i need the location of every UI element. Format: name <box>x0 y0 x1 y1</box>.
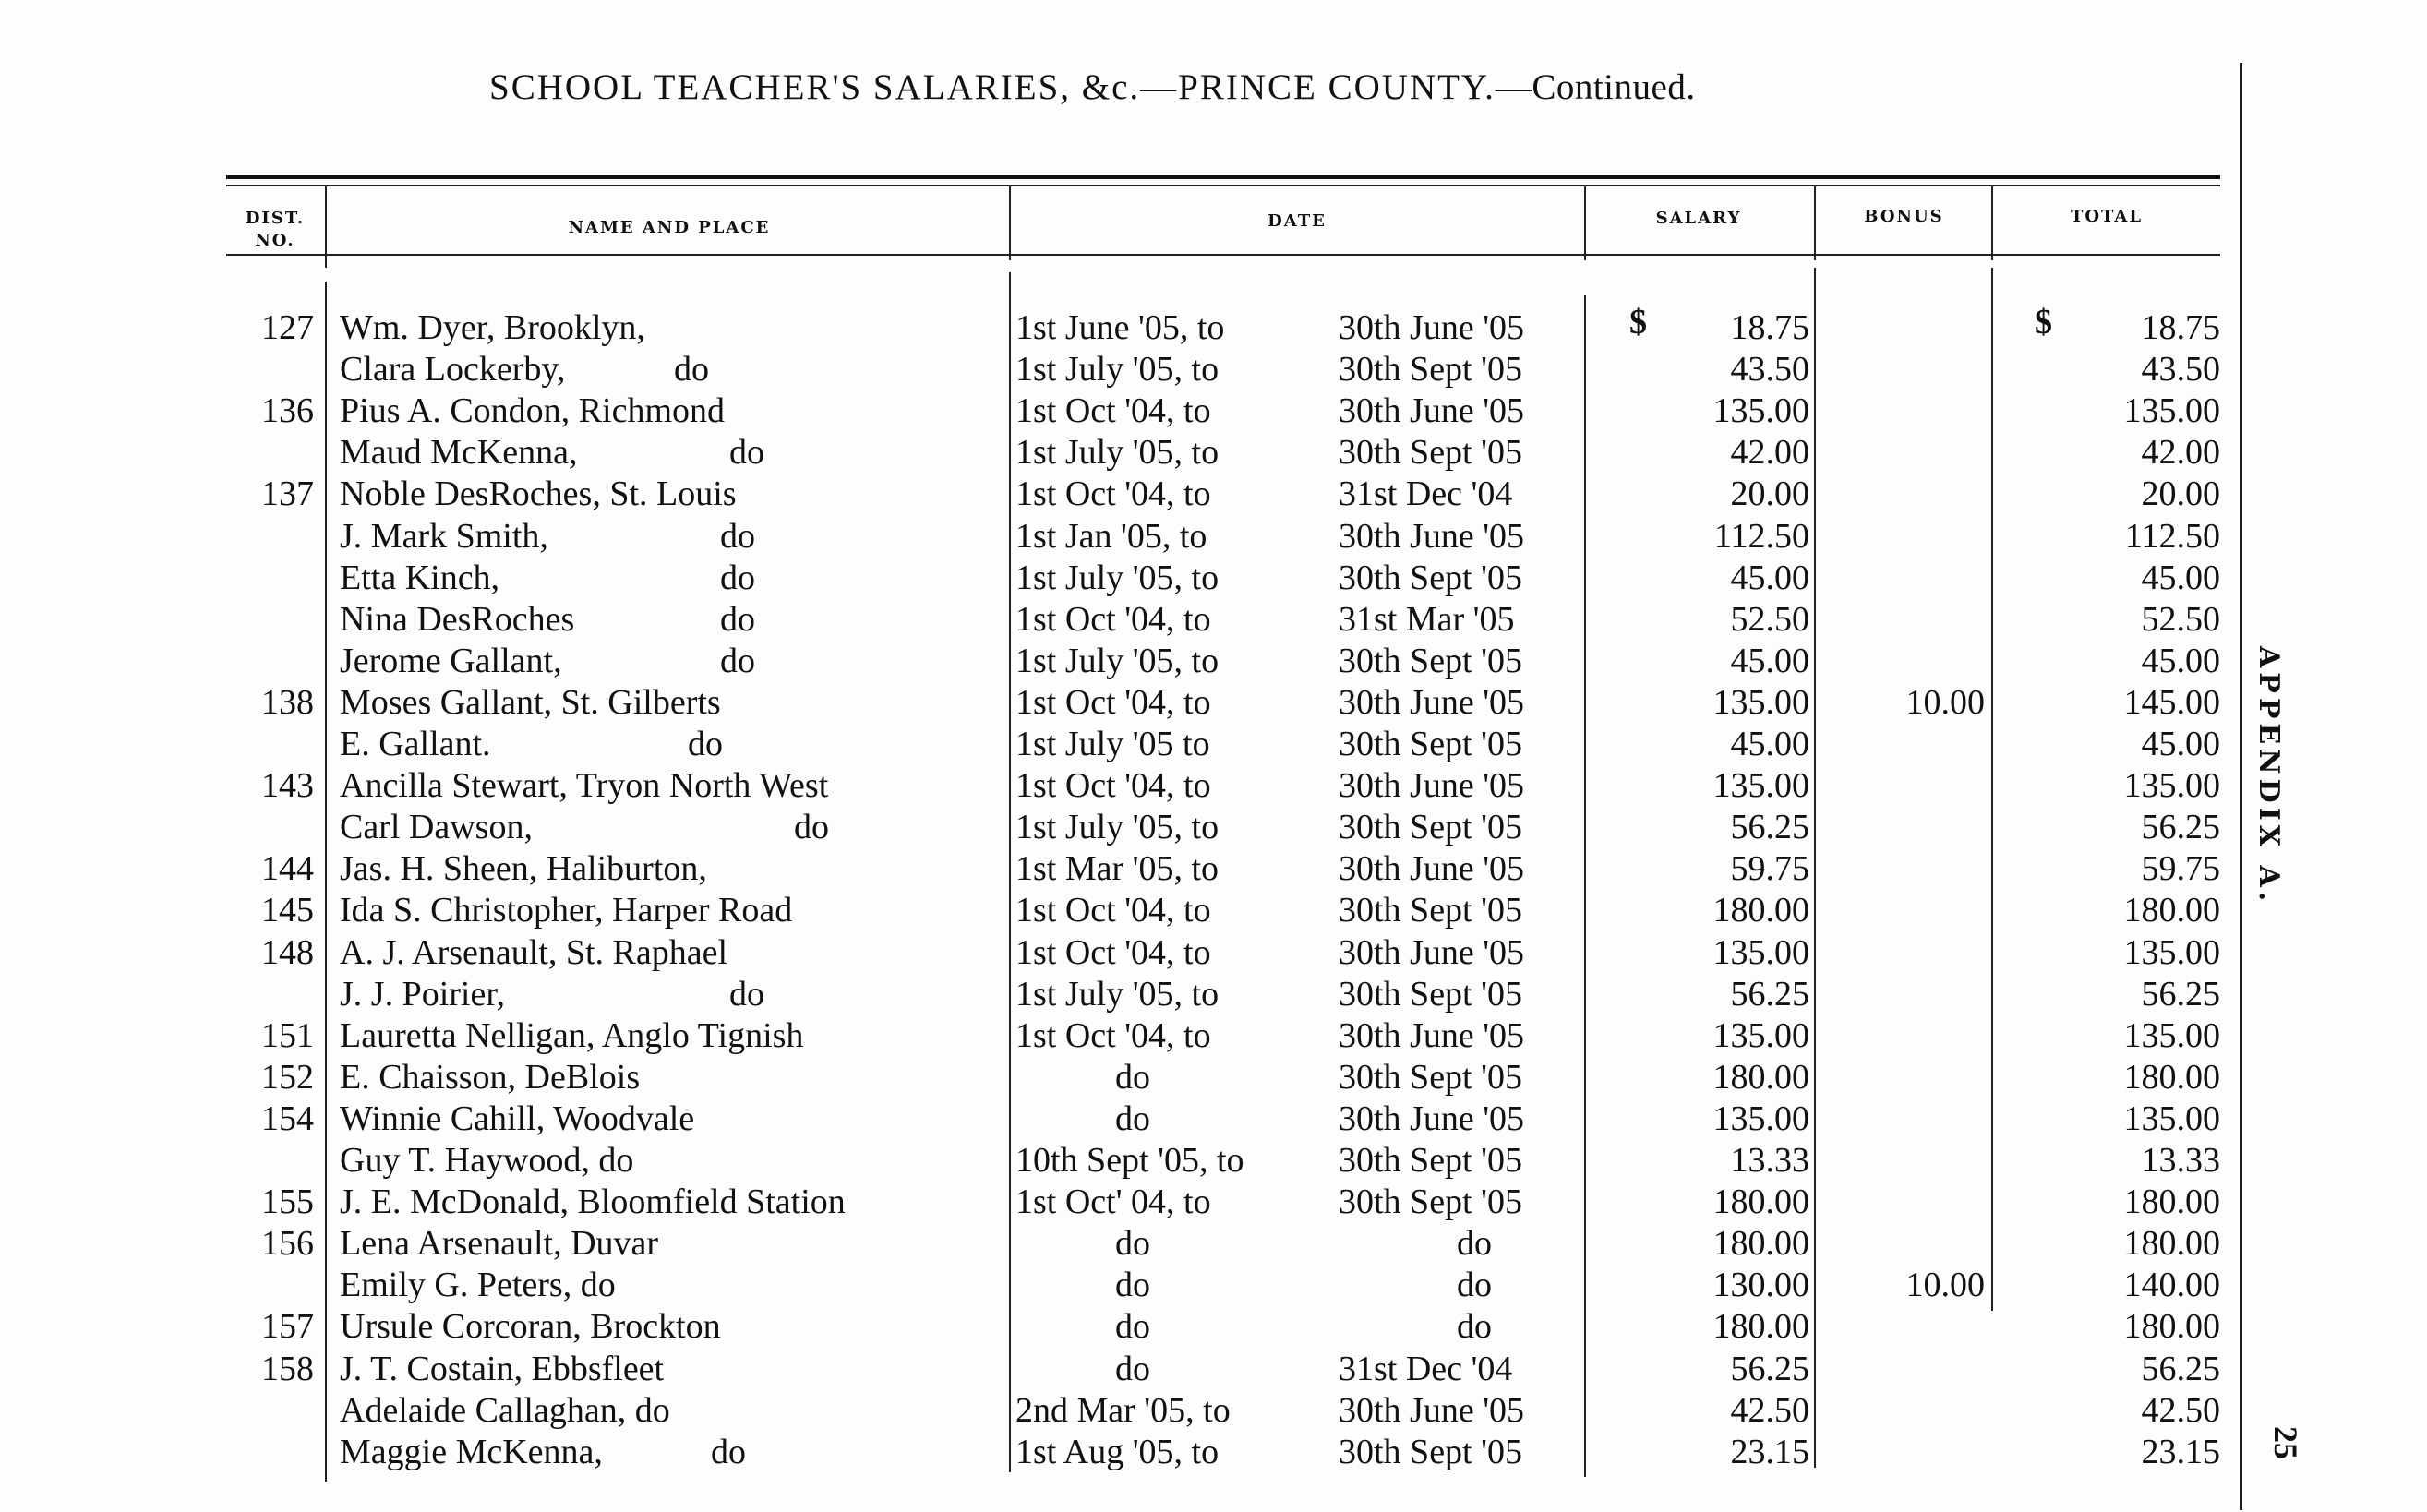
salary-cell: 18.75 <box>1730 308 1809 347</box>
salary-cell: 135.00 <box>1712 1015 1809 1055</box>
total-cell: 112.50 <box>2124 516 2220 556</box>
table-row <box>0 432 2234 474</box>
salary-cell: 135.00 <box>1712 766 1809 806</box>
place-cell: do <box>674 350 709 390</box>
table-row <box>0 599 2234 641</box>
total-cell: 20.00 <box>2141 474 2220 514</box>
date-from-cell: do <box>1115 1098 1150 1138</box>
header-divider-bonus <box>1991 186 1993 260</box>
table-row <box>0 1015 2234 1057</box>
date-to-cell: 30th June '05 <box>1339 308 1525 347</box>
date-from-cell: 1st July '05 to <box>1015 725 1210 763</box>
total-cell: 135.00 <box>2123 1015 2220 1055</box>
name-cell: Clara Lockerby, <box>340 350 566 390</box>
salary-cell: 180.00 <box>1712 1224 1809 1264</box>
date-from-cell: 1st Oct '04, to <box>1015 1015 1211 1055</box>
total-cell: 42.50 <box>2141 1390 2220 1430</box>
total-cell: 145.00 <box>2123 682 2220 722</box>
date-from-cell: 10th Sept '05, to <box>1015 1141 1244 1180</box>
date-to-cell: 31st Dec '04 <box>1339 1349 1513 1388</box>
name-cell: Moses Gallant, St. Gilberts <box>340 682 721 722</box>
total-cell: 135.00 <box>2123 391 2220 431</box>
name-cell: Etta Kinch, <box>340 558 500 597</box>
header-divider-date <box>1584 186 1586 260</box>
date-from-cell: 2nd Mar '05, to <box>1015 1390 1231 1430</box>
name-cell: Jas. H. Sheen, Haliburton, <box>340 849 707 889</box>
date-to-cell: 30th June '05 <box>1339 766 1525 806</box>
appendix-label: APPENDIX A. <box>2253 646 2285 906</box>
salary-cell: 135.00 <box>1712 932 1809 972</box>
name-cell: E. Gallant. <box>340 725 491 763</box>
table-row <box>0 1140 2234 1182</box>
dist-cell: 138 <box>261 682 314 722</box>
salary-cell: 135.00 <box>1712 391 1809 431</box>
date-to-cell: 30th Sept '05 <box>1339 725 1522 763</box>
table-row <box>0 724 2234 765</box>
total-cell: 45.00 <box>2141 641 2220 680</box>
place-cell: do <box>720 558 755 597</box>
total-cell: 135.00 <box>2123 1098 2220 1138</box>
header-divider-name <box>1009 186 1011 260</box>
table-row <box>0 641 2234 682</box>
total-cell: 43.50 <box>2141 350 2220 390</box>
dist-cell: 137 <box>261 474 314 514</box>
table-row <box>0 390 2234 432</box>
date-from-cell: 1st Oct' 04, to <box>1015 1182 1211 1222</box>
total-cell: 135.00 <box>2123 766 2220 806</box>
place-cell: do <box>794 808 829 847</box>
place-cell: do <box>720 599 755 639</box>
total-cell: 42.00 <box>2141 433 2220 473</box>
total-cell: 56.25 <box>2141 808 2220 847</box>
table-row <box>0 1390 2234 1432</box>
date-from-cell: 1st Oct '04, to <box>1015 391 1211 431</box>
salary-cell: 42.50 <box>1730 1390 1809 1430</box>
name-cell: J. E. McDonald, Bloomfield Station <box>340 1182 846 1222</box>
date-from-cell: 1st June '05, to <box>1015 308 1225 347</box>
header-bottom-rule <box>226 254 2220 256</box>
place-cell: do <box>720 641 755 680</box>
header-dist-line1: DIST. <box>245 209 306 228</box>
name-cell: J. J. Poirier, <box>340 974 505 1014</box>
date-to-cell: 30th June '05 <box>1339 1390 1525 1430</box>
date-to-cell: 30th June '05 <box>1339 516 1525 556</box>
date-from-cell: 1st Oct '04, to <box>1015 599 1211 639</box>
total-cell: 18.75 <box>2141 308 2220 347</box>
salary-cell: 112.50 <box>1713 516 1809 556</box>
salary-cell: 59.75 <box>1730 849 1809 889</box>
total-cell: 13.33 <box>2141 1141 2220 1180</box>
table-row <box>0 1057 2234 1098</box>
date-to-cell: do <box>1457 1266 1492 1305</box>
page-title <box>489 66 1966 108</box>
name-cell: Wm. Dyer, Brooklyn, <box>340 308 645 347</box>
name-cell: Ancilla Stewart, Tryon North West <box>340 766 829 806</box>
salary-cell: 180.00 <box>1712 1182 1809 1222</box>
date-from-cell: 1st Oct '04, to <box>1015 474 1211 514</box>
header-divider-salary <box>1814 186 1816 260</box>
dist-cell: 154 <box>261 1098 314 1138</box>
date-to-cell: 30th Sept '05 <box>1339 1182 1522 1222</box>
date-from-cell: 1st Mar '05, to <box>1015 849 1220 889</box>
bonus-cell: 10.00 <box>1905 682 1985 722</box>
page-title-continued: —Continued. <box>1495 67 1696 107</box>
date-to-cell: 31st Dec '04 <box>1339 474 1513 514</box>
dist-cell: 144 <box>261 849 314 889</box>
table-row <box>0 349 2234 390</box>
dist-cell: 155 <box>261 1182 314 1222</box>
name-cell: A. J. Arsenault, St. Raphael <box>340 932 728 972</box>
name-cell: Nina DesRoches <box>340 599 575 639</box>
table-row <box>0 765 2234 807</box>
dist-cell: 136 <box>261 391 314 431</box>
salary-cell: 135.00 <box>1712 682 1809 722</box>
header-name-and-place: NAME AND PLACE <box>568 218 771 237</box>
date-to-cell: 30th June '05 <box>1339 1015 1525 1055</box>
place-cell: do <box>729 433 764 473</box>
salary-cell: 56.25 <box>1730 974 1809 1014</box>
table-row <box>0 1265 2234 1306</box>
total-cell: 180.00 <box>2123 1182 2220 1222</box>
dist-cell: 148 <box>261 932 314 972</box>
date-to-cell: 30th June '05 <box>1339 932 1525 972</box>
name-cell: Maud McKenna, <box>340 433 578 473</box>
right-margin-rule <box>2240 63 2242 1510</box>
table-row <box>0 1349 2234 1390</box>
name-cell: E. Chaisson, DeBlois <box>340 1057 641 1097</box>
bonus-cell: 10.00 <box>1905 1266 1985 1305</box>
table-top-rule-thin <box>226 185 2220 186</box>
total-cell: 140.00 <box>2123 1266 2220 1305</box>
dist-cell: 151 <box>261 1015 314 1055</box>
date-to-cell: 30th Sept '05 <box>1339 350 1522 390</box>
header-date: DATE <box>1268 211 1327 231</box>
date-from-cell: 1st July '05, to <box>1015 558 1220 597</box>
date-to-cell: 30th Sept '05 <box>1339 891 1522 930</box>
salary-cell: 135.00 <box>1712 1098 1809 1138</box>
dist-cell: 156 <box>261 1224 314 1264</box>
place-cell: do <box>729 974 764 1014</box>
total-cell: 45.00 <box>2141 725 2220 763</box>
table-row <box>0 807 2234 848</box>
date-to-cell: 30th Sept '05 <box>1339 641 1522 680</box>
date-from-cell: 1st Oct '04, to <box>1015 932 1211 972</box>
header-dist-no <box>229 208 321 252</box>
total-cell: 180.00 <box>2123 1224 2220 1264</box>
table-row <box>0 307 2234 349</box>
total-cell: 45.00 <box>2141 558 2220 597</box>
date-to-cell: 30th Sept '05 <box>1339 808 1522 847</box>
date-from-cell: 1st July '05, to <box>1015 350 1220 390</box>
name-cell: Lena Arsenault, Duvar <box>340 1224 659 1264</box>
total-cell: 180.00 <box>2123 1307 2220 1347</box>
total-cell: 180.00 <box>2123 891 2220 930</box>
name-cell: Guy T. Haywood, do <box>340 1141 634 1180</box>
header-divider-dist <box>325 186 327 268</box>
salary-cell: 180.00 <box>1712 1057 1809 1097</box>
date-from-cell: 1st July '05, to <box>1015 433 1220 473</box>
salary-cell: 23.15 <box>1730 1432 1809 1471</box>
page-number: 25 <box>2267 1426 2304 1459</box>
name-cell: J. Mark Smith, <box>340 516 548 556</box>
salary-currency-symbol: $ <box>1629 303 1647 342</box>
total-cell: 56.25 <box>2141 1349 2220 1388</box>
salary-cell: 130.00 <box>1712 1266 1809 1305</box>
date-from-cell: do <box>1115 1307 1150 1347</box>
date-from-cell: do <box>1115 1266 1150 1305</box>
dist-cell: 127 <box>261 308 314 347</box>
total-cell: 56.25 <box>2141 974 2220 1014</box>
table-row <box>0 516 2234 558</box>
dist-cell: 143 <box>261 766 314 806</box>
date-to-cell: 30th June '05 <box>1339 682 1525 722</box>
dist-cell: 152 <box>261 1057 314 1097</box>
name-cell: Noble DesRoches, St. Louis <box>340 474 737 514</box>
name-cell: Jerome Gallant, <box>340 641 562 680</box>
table-row <box>0 1306 2234 1348</box>
header-bonus: BONUS <box>1864 207 1944 226</box>
date-from-cell: 1st Oct '04, to <box>1015 766 1211 806</box>
date-to-cell: 30th Sept '05 <box>1339 1057 1522 1097</box>
table-row <box>0 1098 2234 1140</box>
date-from-cell: do <box>1115 1057 1150 1097</box>
table-row <box>0 474 2234 515</box>
date-from-cell: 1st July '05, to <box>1015 641 1220 680</box>
date-to-cell: 30th Sept '05 <box>1339 1432 1522 1471</box>
table-row <box>0 890 2234 931</box>
salary-cell: 13.33 <box>1730 1141 1809 1180</box>
place-cell: do <box>720 516 755 556</box>
total-cell: 59.75 <box>2141 849 2220 889</box>
dist-cell: 145 <box>261 891 314 930</box>
date-to-cell: do <box>1457 1224 1492 1264</box>
date-from-cell: 1st Oct '04, to <box>1015 891 1211 930</box>
table-row <box>0 558 2234 599</box>
salary-cell: 20.00 <box>1730 474 1809 514</box>
salary-cell: 180.00 <box>1712 891 1809 930</box>
table-row <box>0 1432 2234 1473</box>
place-cell: do <box>711 1432 746 1471</box>
name-cell: Lauretta Nelligan, Anglo Tignish <box>340 1015 804 1055</box>
name-cell: Pius A. Condon, Richmond <box>340 391 725 431</box>
name-cell: Adelaide Callaghan, do <box>340 1390 670 1430</box>
name-cell: Ida S. Christopher, Harper Road <box>340 891 793 930</box>
header-dist-line2: NO. <box>255 231 295 250</box>
table-row <box>0 1182 2234 1223</box>
date-from-cell: 1st Aug '05, to <box>1015 1432 1220 1471</box>
name-cell: Maggie McKenna, <box>340 1432 603 1471</box>
table-top-rule <box>226 175 2220 179</box>
date-from-cell: 1st July '05, to <box>1015 808 1220 847</box>
total-cell: 23.15 <box>2141 1432 2220 1471</box>
name-cell: Ursule Corcoran, Brockton <box>340 1307 721 1347</box>
salary-cell: 56.25 <box>1730 808 1809 847</box>
table-row <box>0 932 2234 974</box>
date-to-cell: 30th Sept '05 <box>1339 558 1522 597</box>
salary-cell: 43.50 <box>1730 350 1809 390</box>
date-from-cell: 1st Oct '04, to <box>1015 682 1211 722</box>
salary-cell: 56.25 <box>1730 1349 1809 1388</box>
salary-cell: 42.00 <box>1730 433 1809 473</box>
name-cell: J. T. Costain, Ebbsfleet <box>340 1349 665 1388</box>
table-row <box>0 1223 2234 1265</box>
salary-cell: 45.00 <box>1730 641 1809 680</box>
table-row <box>0 974 2234 1015</box>
salary-cell: 45.00 <box>1730 725 1809 763</box>
date-to-cell: 30th Sept '05 <box>1339 1141 1522 1180</box>
date-to-cell: 30th June '05 <box>1339 391 1525 431</box>
name-cell: Carl Dawson, <box>340 808 533 847</box>
salary-cell: 180.00 <box>1712 1307 1809 1347</box>
date-from-cell: 1st July '05, to <box>1015 974 1220 1014</box>
total-cell: 52.50 <box>2141 599 2220 639</box>
total-cell: 180.00 <box>2123 1057 2220 1097</box>
total-cell: 135.00 <box>2123 932 2220 972</box>
date-from-cell: do <box>1115 1224 1150 1264</box>
dist-cell: 158 <box>261 1349 314 1388</box>
date-to-cell: 30th June '05 <box>1339 1098 1525 1138</box>
date-to-cell: 30th June '05 <box>1339 849 1525 889</box>
dist-cell: 157 <box>261 1307 314 1347</box>
total-currency-symbol: $ <box>2035 303 2052 342</box>
date-to-cell: 30th Sept '05 <box>1339 433 1522 473</box>
date-from-cell: do <box>1115 1349 1150 1388</box>
date-to-cell: 30th Sept '05 <box>1339 974 1522 1014</box>
date-to-cell: do <box>1457 1307 1492 1347</box>
salary-cell: 52.50 <box>1730 599 1809 639</box>
page-title-main: SCHOOL TEACHER'S SALARIES, &c.—PRINCE COUNTY. <box>489 67 1496 107</box>
salary-cell: 45.00 <box>1730 558 1809 597</box>
table-row <box>0 682 2234 724</box>
header-salary: SALARY <box>1655 209 1742 228</box>
header-total: TOTAL <box>2070 207 2144 226</box>
date-from-cell: 1st Jan '05, to <box>1015 516 1207 556</box>
date-to-cell: 31st Mar '05 <box>1339 599 1515 639</box>
name-cell: Emily G. Peters, do <box>340 1266 616 1305</box>
table-row <box>0 848 2234 890</box>
place-cell: do <box>688 725 723 763</box>
name-cell: Winnie Cahill, Woodvale <box>340 1098 695 1138</box>
